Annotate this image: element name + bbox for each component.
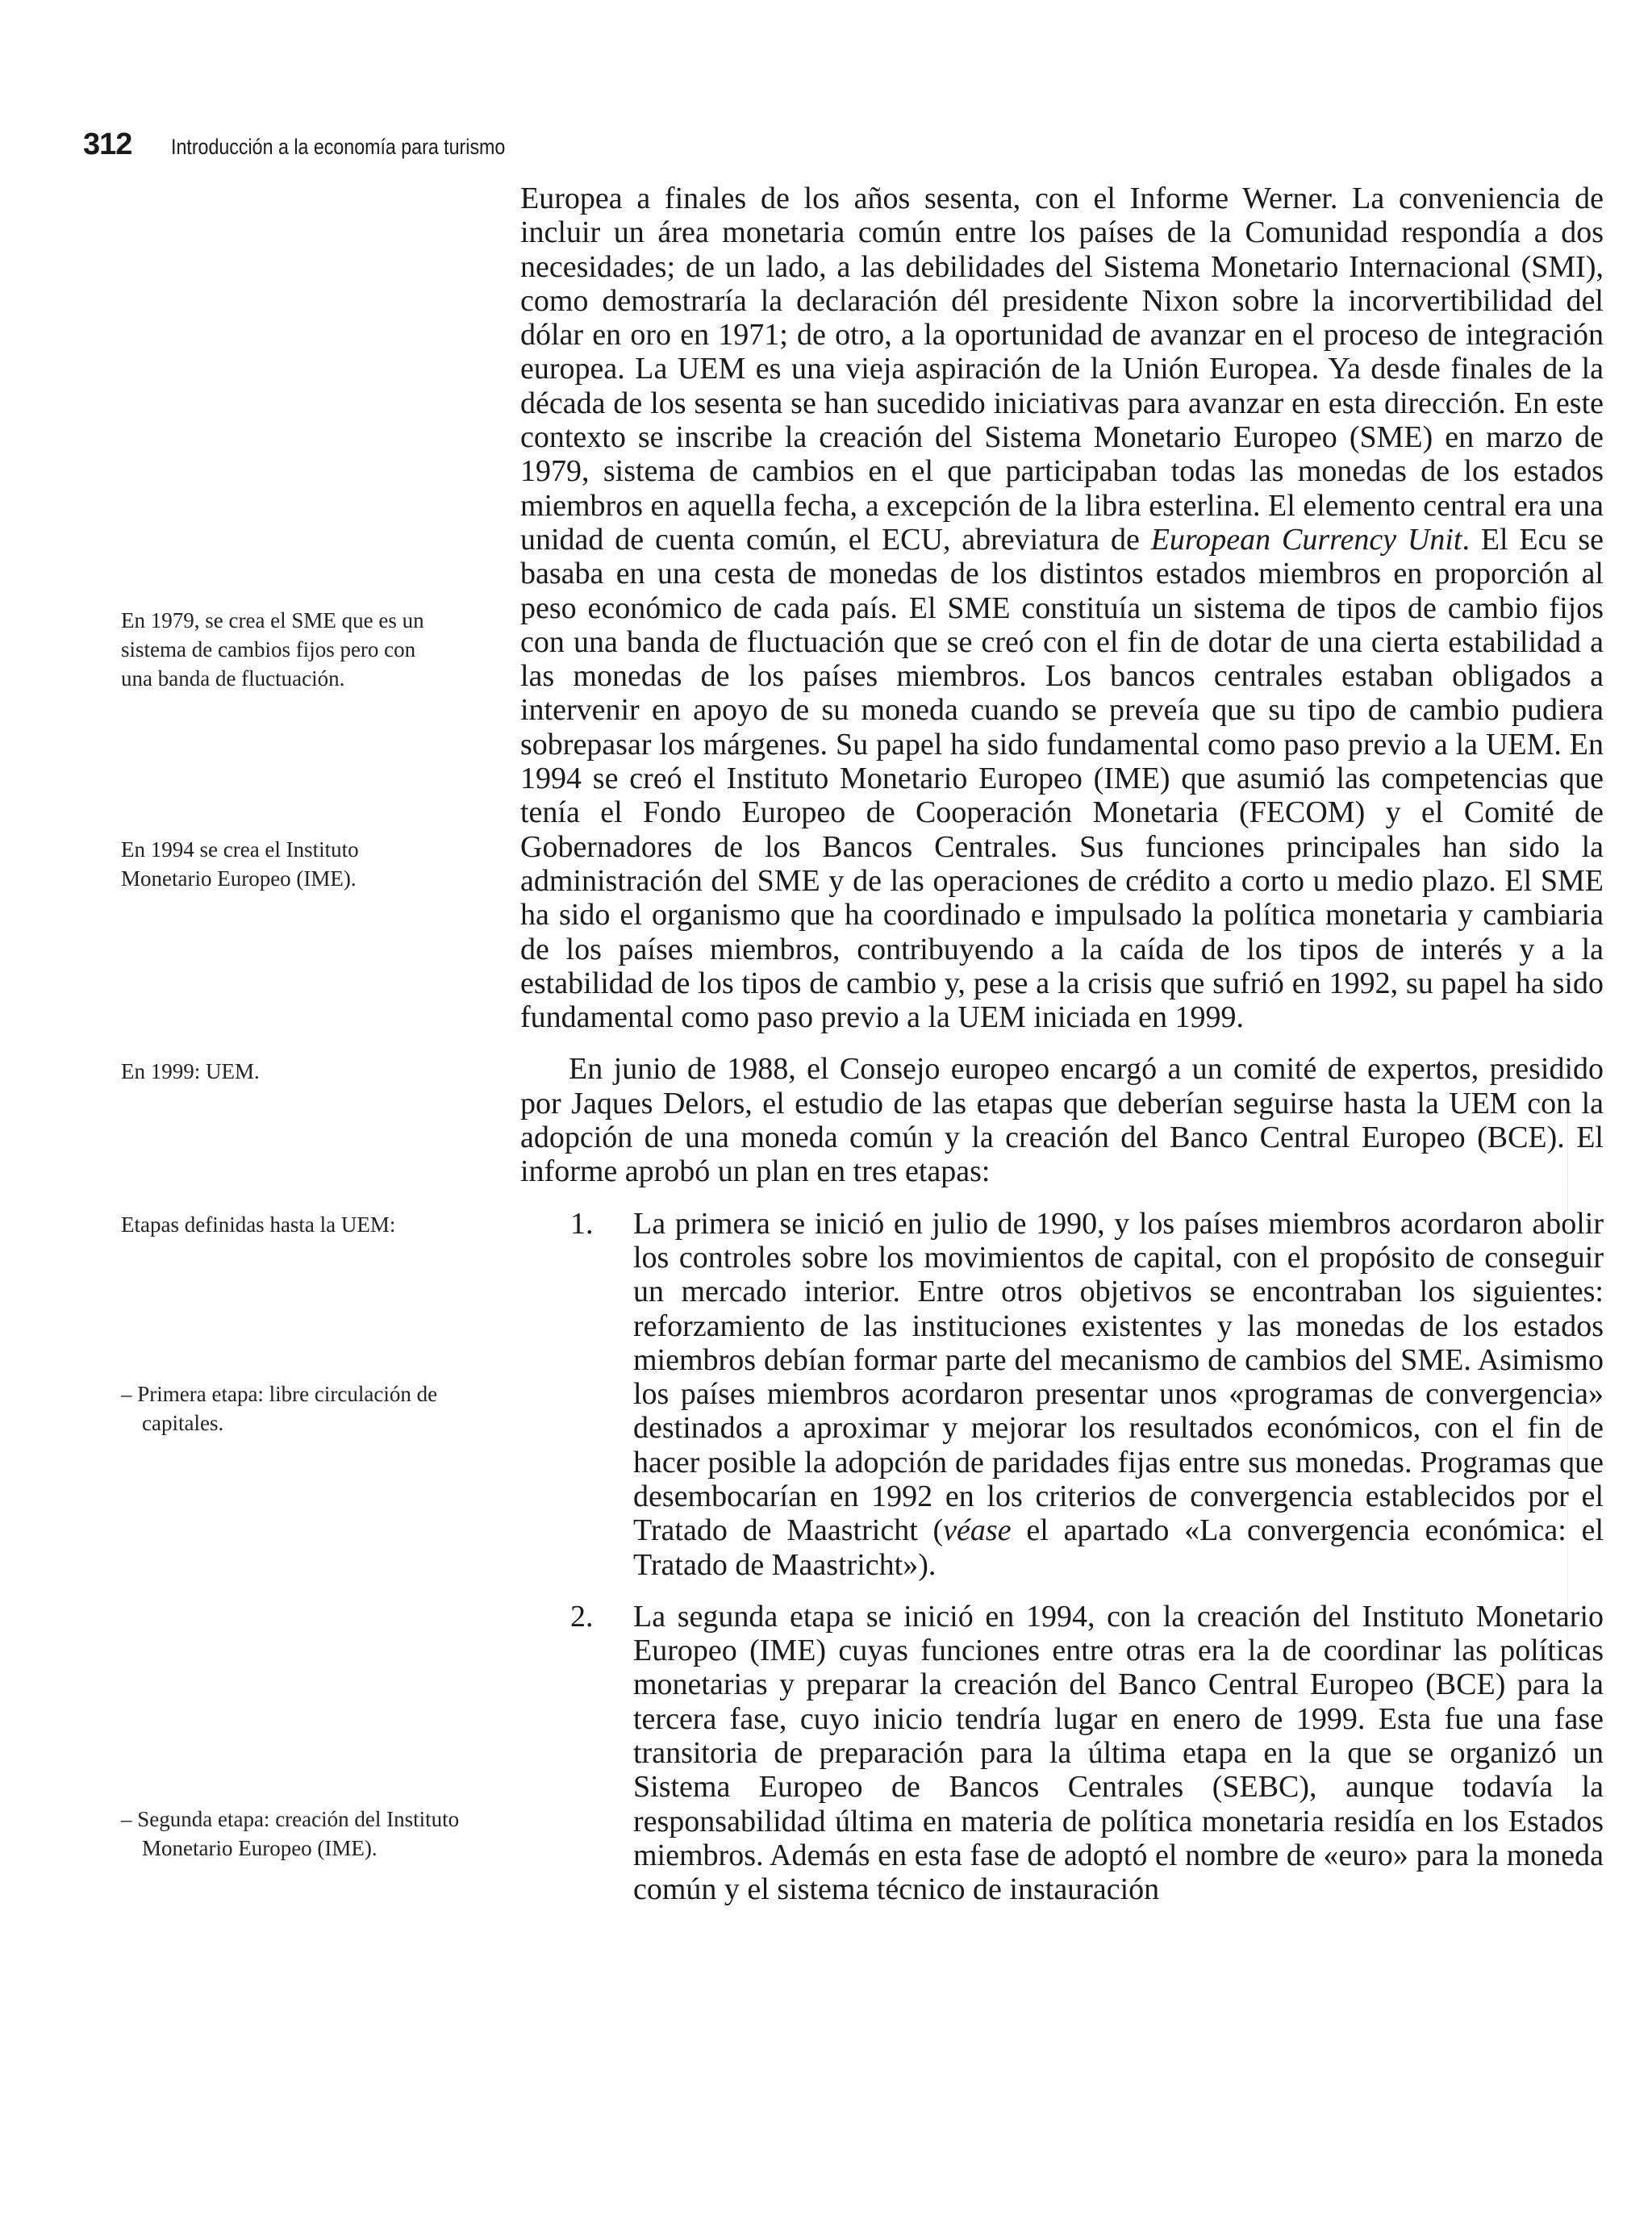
- main-text: [520, 182, 1604, 1925]
- page-header: [83, 127, 1616, 168]
- paragraph-sme: Europea a finales de los años sesenta, con el Informe Werner. La conveniencia de incluir un área monetaria común entre los países de la Comunidad respondía a dos necesidades; de un lado, a las debilidades del Sistema Monetario Internacional (SMI), como demostraría la declaración dél presidente Nixon sobre la incorvertibilidad del dólar en oro en 1971; de otro, a la oportunidad de avanzar en el proceso de integración europea. La UEM es una vieja aspiración de la Unión Europea. Ya desde finales de la década de los sesenta se han sucedido iniciativas para avanzar en esta dirección. En este contexto se inscribe la creación del Sistema Monetario Europeo (SME) en marzo de 1979, sistema de cambios en el que participaban todas las monedas de los estados miembros en aquella fecha, a excepción de la libra esterlina. El elemento central era una unidad de cuenta común, el ECU, abreviatura de European Currency Unit. El Ecu se basaba en una cesta de monedas de los distintos estados miembros en proporción al peso económico de cada país. El SME constituía un sistema de tipos de cambio fijos con una banda de fluctuación que se creó con el fin de dotar de una cierta estabilidad a las monedas de los países miembros. Los bancos centrales estaban obligados a intervenir en apoyo de su moneda cuando se preveía que su tipo de cambio pudiera sobrepasar los márgenes. Su papel ha sido fundamental como paso previo a la UEM. En 1994 se creó el Instituto Monetario Europeo (IME) que asumió las competencias que tenía el Fondo Europeo de Cooperación Monetaria (FECOM) y el Comité de Gobernadores de los Bancos Centrales. Sus funciones principales han sido la administración del SME y de las operaciones de crédito a corto u medio plazo. El SME ha sido el organismo que ha coordinado e impulsado la política monetaria y cambiaria de los países miembros, contribuyendo a la caída de los tipos de interés y a la estabilidad de los tipos de cambio y, pese a la crisis que sufrió en 1992, su papel ha sido fundamental como paso previo a la UEM iniciada en 1999.: [520, 182, 1604, 1035]
- margin-note-segunda-etapa: – Segunda etapa: creación del Instituto Monetario Europeo (IME).: [121, 1807, 460, 1860]
- running-title: Introducción a la economía para turismo: [170, 135, 506, 159]
- list-number: 2.: [570, 1599, 594, 1634]
- margin-note-primera-etapa: – Primera etapa: libre circulación de capitales.: [121, 1382, 438, 1435]
- page-number: 312: [83, 127, 132, 161]
- ecu-term: European Currency Unit: [1150, 522, 1462, 557]
- list-number: 1.: [570, 1206, 594, 1241]
- list-item: 1. La primera se inició en julio de 1990, y los países miembros acordaron abolir los controles sobre los movimientos de capital, con el propósito de conseguir un mercado interior. Entre otros objetivos se encontraban los siguientes: reforzamiento de las instituciones existentes y las monedas de los estados miembros debían formar parte del mecanismo de cambios del SME. Asimismo los países miembros acordaron presentar unos «programas de convergencia» destinados a aproximar y mejorar los resultados económicos, con el fin de hacer posible la adopción de paridades fijas entre sus monedas. Programas que desembocarían en 1992 en los criterios de convergencia establecidos por el Tratado de Maastricht (véase el apartado «La convergencia económica: el Tratado de Maastricht»).: [570, 1206, 1604, 1582]
- paragraph-delors: En junio de 1988, el Consejo europeo encargó a un comité de expertos, presidido por Jaques Delors, el estudio de las etapas que deberían seguirse hasta la UEM con la adopción de una moneda común y la creación del Banco Central Europeo (BCE). El informe aprobó un plan en tres etapas:: [520, 1052, 1604, 1189]
- margin-note-sme-1979: En 1979, se crea el SME que es un sistema de cambios fijos pero con una banda de fluctuación.: [121, 608, 424, 691]
- margin-note-ime-1994: En 1994 se crea el Instituto Monetario Europeo (IME).: [121, 837, 359, 891]
- list-item: 2. La segunda etapa se inició en 1994, con la creación del Instituto Monetario Europeo (IME) cuyas funciones entre otras era la de coordinar las políticas monetarias y preparar la creación del Banco Central Europeo (BCE) para la tercera fase, cuyo inicio tendría lugar en enero de 1999. Esta fue una fase transitoria de preparación para la última etapa en la que se organizó un Sistema Europeo de Bancos Centrales (SEBC), aunque todavía la responsabilidad última en materia de política monetaria residía en los Estados miembros. Además en esta fase de adoptó el nombre de «euro» para la moneda común y el sistema técnico de instauración: [570, 1599, 1604, 1907]
- margin-note-etapas: Etapas definidas hasta la UEM:: [121, 1212, 396, 1237]
- stages-list: [520, 1207, 1604, 1907]
- margin-note-uem-1999: En 1999: UEM.: [121, 1059, 260, 1083]
